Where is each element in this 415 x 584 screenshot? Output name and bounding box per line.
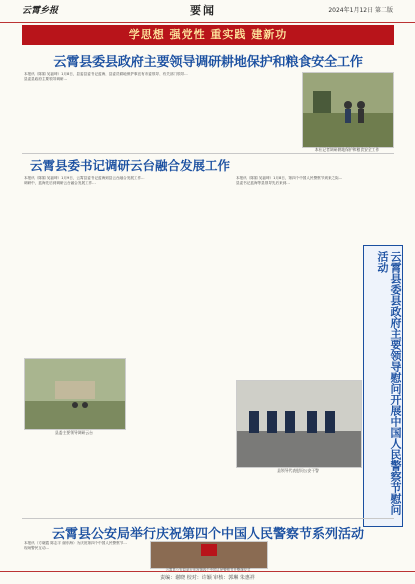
article3-photo-image — [237, 381, 361, 467]
article1-headline: 云霄县委县政府主要领导调研耕地保护和粮食安全工作 — [53, 55, 363, 70]
article4-paragraph: 现场警民互动... — [24, 546, 49, 551]
masthead — [0, 0, 415, 23]
slogan-banner: 学思想 强党性 重实践 建新功 — [22, 25, 394, 45]
article3-photo — [236, 380, 362, 468]
article1-body — [24, 72, 204, 150]
article4-body — [24, 541, 144, 571]
article4-caption: 云霄县公安局举行庆祝第四个中国人民警察节升警旗仪式 — [165, 568, 251, 572]
section-divider — [22, 518, 394, 519]
article1-photo-image — [303, 73, 393, 147]
article4-paragraph: 本报讯（方晓霞 陈志宇 谢东海）为庆祝第四个中国人民警察节... — [24, 541, 127, 545]
date-line: 2024年1月12日 第二版 — [328, 7, 393, 14]
article4-headline: 云霄县公安局举行庆祝第四个中国人民警察节系列活动 — [51, 527, 364, 542]
article2-photo-image — [25, 359, 125, 429]
article3-vertical-box — [363, 245, 403, 527]
article2-body — [24, 176, 224, 354]
article1-paragraph: 县委县政府主要领导调研... — [24, 77, 67, 82]
article3-paragraph: 县委书记蓝海等县领导先后来到... — [236, 181, 290, 186]
article1-photo — [302, 72, 394, 148]
article3-caption: 县领导代表慰问公安干警 — [277, 468, 319, 473]
section-divider — [22, 153, 394, 154]
article2-caption: 县委主要领导调研云台 — [55, 430, 93, 435]
article2-paragraph: 调研中，蓝海先后到调研云台融合发展工作... — [24, 181, 96, 186]
paper-name: 云霄乡报 — [22, 6, 59, 16]
page-footer: 责编：谢晓 校对：许颖 审核：郭琳 朱惠祥 — [0, 571, 415, 584]
article1-caption: 本社记者调研耕地保护和粮食安全工作 — [314, 147, 380, 152]
article1-body-col2 — [208, 72, 298, 150]
article2-paragraph: 本报讯（陈娟 吴福坤）1月9日，云霄县委书记蓝海到县云台融合发展工作... — [24, 176, 145, 180]
article3-body — [236, 176, 360, 346]
article4-photo-image — [151, 542, 267, 568]
article3-vertical-headline: 云霄县委县政府主要领导慰问开展中国人民警察节慰问活动 — [376, 251, 402, 515]
article2-headline: 云霄县委书记调研云台融合发展工作 — [30, 158, 231, 173]
section-title: 要闻 — [190, 4, 216, 17]
article2-photo — [24, 358, 126, 430]
article3-paragraph: 本报讯（陈娟 吴福坤）1月8日，第四个中国人民警察节到来之际... — [236, 176, 343, 180]
article4-photo — [150, 541, 268, 569]
article4-body-col2 — [272, 541, 392, 571]
article1-paragraph: 本报讯（陈娟 吴福坤）1月8日，县委县委书记蓝海、县委员耕地保护事宜有市委领导、有关部门领导... — [24, 72, 188, 76]
